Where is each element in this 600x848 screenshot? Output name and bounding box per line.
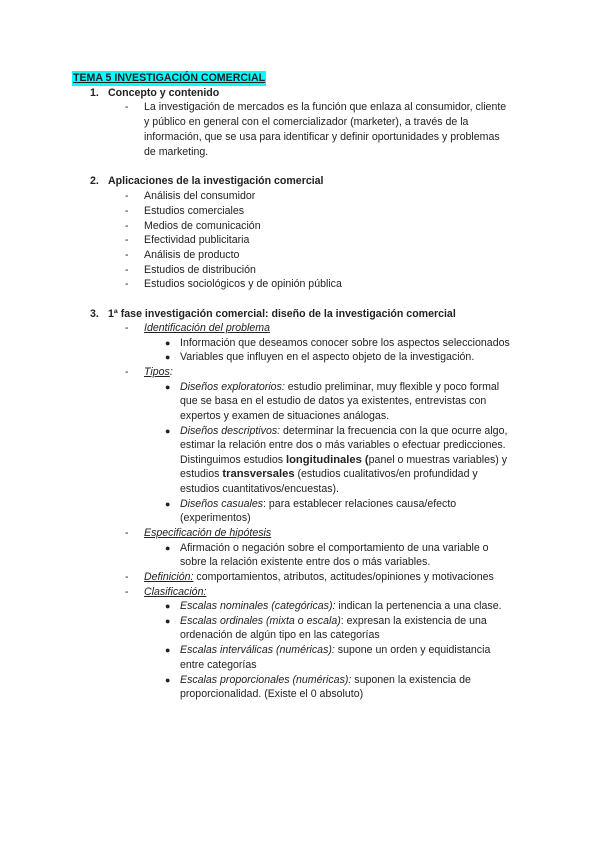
dash-marker: - — [125, 249, 129, 261]
bullet-icon: ● — [165, 499, 171, 509]
dash-marker: - — [125, 586, 129, 598]
paragraph-line: de marketing. — [144, 146, 209, 158]
subheading-tipos — [144, 365, 173, 380]
definicion-line — [144, 570, 494, 585]
dash-marker: - — [125, 264, 129, 276]
text: (estudios cualitativos/en profundidad y — [294, 468, 478, 480]
bullet-icon: ● — [165, 426, 171, 436]
text: : expresan la existencia de una — [340, 615, 487, 627]
bullet-text — [180, 467, 478, 482]
list-item: Efectividad publicitaria — [144, 234, 250, 246]
dash-marker: - — [125, 278, 129, 290]
list-item: Análisis del consumidor — [144, 190, 256, 202]
text: Distinguimos estudios — [180, 454, 286, 466]
list-item: Estudios de distribución — [144, 264, 256, 276]
term: Diseños exploratorios: — [180, 381, 285, 393]
bullet-text: Afirmación o negación sobre el comportamiento de una variable o — [180, 542, 489, 554]
dash-marker: - — [125, 101, 129, 113]
text: indican la pertenencia a una clase. — [335, 600, 502, 612]
paragraph-line: La investigación de mercados es la función que enlaza al consumidor, cliente — [144, 101, 507, 113]
tipos-colon: : — [169, 366, 173, 378]
bullet-icon: ● — [165, 543, 171, 553]
term: Escalas interválicas (numéricas): — [180, 644, 335, 656]
bullet-text: Variables que influyen en el aspecto objeto de la investigación. — [180, 351, 475, 363]
subheading-hipotesis: Especificación de hipótesis — [144, 527, 272, 539]
bullet-text: estimar la relación entre dos o más variables o efectuar predicciones. — [180, 439, 506, 451]
text: suponen la existencia de — [351, 674, 471, 686]
dash-marker: - — [125, 571, 129, 583]
bullet-icon: ● — [165, 645, 171, 655]
list-item: Estudios sociológicos y de opinión pública — [144, 278, 342, 290]
dash-marker: - — [125, 234, 129, 246]
bullet-text — [180, 614, 487, 629]
bullet-text: sobre la relación existente entre dos o más variables. — [180, 556, 431, 568]
bullet-text: estudios cuantitativos/encuestas). — [180, 483, 339, 495]
list-item: Análisis de producto — [144, 249, 240, 261]
section-3-number: 3. — [90, 308, 99, 320]
bullet-text: expertos y examen de situaciones análogas. — [180, 410, 390, 422]
subheading-clasificacion: Clasificación: — [144, 586, 207, 598]
bullet-text — [180, 380, 499, 395]
bullet-icon: ● — [165, 616, 171, 626]
text: comportamientos, atributos, actitudes/opiniones y motivaciones — [193, 571, 494, 583]
text: panel o muestras variables) y — [368, 454, 508, 466]
bold-term: longitudinales ( — [285, 454, 369, 466]
bullet-icon: ● — [165, 601, 171, 611]
text: estudio preliminar, muy flexible y poco formal — [284, 381, 500, 393]
term: Escalas nominales (categóricas): — [180, 600, 336, 612]
section-1-heading: Concepto y contenido — [108, 87, 220, 99]
bullet-text: (experimentos) — [180, 512, 251, 524]
text: : para establecer relaciones causa/efecto — [263, 498, 457, 510]
bullet-icon: ● — [165, 352, 171, 362]
term: Escalas proporcionales (numéricas): — [180, 674, 352, 686]
section-2-heading: Aplicaciones de la investigación comercial — [108, 175, 324, 187]
bullet-icon: ● — [165, 338, 171, 348]
dash-marker: - — [125, 220, 129, 232]
document-title: TEMA 5 INVESTIGACIÓN COMERCIAL — [73, 72, 266, 84]
dash-marker: - — [125, 366, 129, 378]
list-item: Medios de comunicación — [144, 220, 261, 232]
bullet-text — [180, 497, 456, 512]
term: Escalas ordinales (mixta o escala) — [180, 615, 341, 627]
list-item: Estudios comerciales — [144, 205, 245, 217]
bullet-text — [180, 453, 507, 468]
bullet-icon: ● — [165, 382, 171, 392]
bullet-text: que se basa en el estudio de datos ya existentes, entrevistas con — [180, 395, 487, 407]
term: Diseños descriptivos: — [180, 425, 281, 437]
bullet-text: proporcionalidad. (Existe el 0 absoluto) — [180, 688, 364, 700]
term: Diseños casuales — [180, 498, 264, 510]
bullet-text: ordenación de algún tipo en las categorías — [180, 629, 380, 641]
paragraph-line: información, que se usa para identificar y definir oportunidades y problemas — [144, 131, 500, 143]
subheading-identificacion: Identificación del problema — [144, 322, 271, 334]
bullet-icon: ● — [165, 675, 171, 685]
dash-marker: - — [125, 322, 129, 334]
bullet-text — [180, 424, 507, 439]
text: determinar la frecuencia con la que ocurre algo, — [280, 425, 508, 437]
section-3-heading: 1ª fase investigación comercial: diseño de la investigación comercial — [108, 308, 456, 320]
section-2-number: 2. — [90, 175, 99, 187]
dash-marker: - — [125, 527, 129, 539]
bullet-text: entre categorías — [180, 659, 257, 671]
bullet-text — [180, 673, 471, 688]
dash-marker: - — [125, 205, 129, 217]
bold-term: transversales — [222, 468, 295, 480]
subheading-definicion: Definición: — [144, 571, 194, 583]
bullet-text — [180, 599, 502, 614]
tipos-label: Tipos — [144, 366, 170, 378]
bullet-text: Información que deseamos conocer sobre los aspectos seleccionados — [180, 337, 510, 349]
text: estudios — [180, 468, 223, 480]
paragraph-line: y público en general con el comercializador (marketer), a través de la — [144, 116, 469, 128]
bullet-text — [180, 643, 490, 658]
section-1-number: 1. — [90, 87, 99, 99]
dash-marker: - — [125, 190, 129, 202]
text: supone un orden y equidistancia — [334, 644, 491, 656]
